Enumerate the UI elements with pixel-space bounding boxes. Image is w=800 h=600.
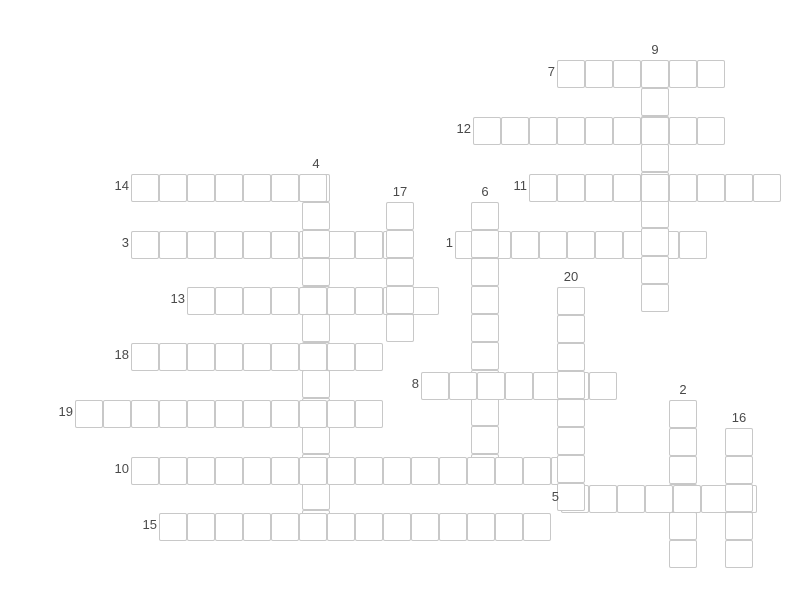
crossword-cell[interactable]: [557, 343, 585, 371]
crossword-cell[interactable]: [645, 485, 673, 513]
crossword-cell[interactable]: [187, 287, 215, 315]
crossword-cell[interactable]: [669, 540, 697, 568]
crossword-cell[interactable]: [215, 287, 243, 315]
crossword-cell[interactable]: [383, 513, 411, 541]
crossword-cell[interactable]: [187, 174, 215, 202]
crossword-cell[interactable]: [557, 287, 585, 315]
clue-number-6: 6: [481, 184, 489, 199]
crossword-cell[interactable]: [589, 372, 617, 400]
crossword-cell[interactable]: [585, 60, 613, 88]
crossword-cell[interactable]: [617, 485, 645, 513]
crossword-cell[interactable]: [355, 287, 383, 315]
crossword-cell[interactable]: [539, 231, 567, 259]
crossword-cell[interactable]: [511, 231, 539, 259]
crossword-cell[interactable]: [471, 230, 499, 258]
crossword-cell[interactable]: [471, 202, 499, 230]
crossword-cell[interactable]: [523, 457, 551, 485]
crossword-cell[interactable]: [187, 343, 215, 371]
crossword-cell[interactable]: [567, 231, 595, 259]
crossword-cell[interactable]: [159, 343, 187, 371]
crossword-cell[interactable]: [557, 174, 585, 202]
crossword-cell[interactable]: [302, 202, 330, 230]
clue-number-15: 15: [142, 517, 157, 532]
crossword-cell[interactable]: [386, 314, 414, 342]
crossword-cell[interactable]: [641, 200, 669, 228]
clue-number-4: 4: [312, 156, 320, 171]
crossword-cell[interactable]: [669, 117, 697, 145]
crossword-cell[interactable]: [243, 457, 271, 485]
crossword-cell[interactable]: [641, 88, 669, 116]
crossword-cell[interactable]: [159, 457, 187, 485]
crossword-cell[interactable]: [669, 174, 697, 202]
crossword-cell[interactable]: [271, 343, 299, 371]
crossword-cell[interactable]: [243, 400, 271, 428]
crossword-cell[interactable]: [355, 400, 383, 428]
clue-number-5: 5: [551, 489, 559, 504]
clue-number-12: 12: [456, 121, 471, 136]
crossword-cell[interactable]: [75, 400, 103, 428]
crossword-cell[interactable]: [386, 230, 414, 258]
crossword-cell[interactable]: [557, 60, 585, 88]
crossword-cell[interactable]: [299, 174, 327, 202]
crossword-cell[interactable]: [439, 457, 467, 485]
crossword-cell[interactable]: [641, 117, 669, 145]
crossword-cell[interactable]: [679, 231, 707, 259]
crossword-cell[interactable]: [529, 117, 557, 145]
clue-number-11: 11: [513, 178, 527, 193]
crossword-cell[interactable]: [613, 117, 641, 145]
crossword-cell[interactable]: [131, 400, 159, 428]
crossword-cell[interactable]: [215, 343, 243, 371]
crossword-cell[interactable]: [641, 256, 669, 284]
crossword-cell[interactable]: [669, 512, 697, 540]
crossword-cell[interactable]: [383, 457, 411, 485]
crossword-cell[interactable]: [386, 202, 414, 230]
crossword-cell[interactable]: [589, 485, 617, 513]
crossword-cell[interactable]: [697, 117, 725, 145]
crossword-cell[interactable]: [103, 400, 131, 428]
crossword-cell[interactable]: [215, 513, 243, 541]
crossword-cell[interactable]: [271, 287, 299, 315]
crossword-cell[interactable]: [669, 60, 697, 88]
crossword-cell[interactable]: [529, 174, 557, 202]
crossword-cell[interactable]: [159, 174, 187, 202]
crossword-cell[interactable]: [725, 428, 753, 456]
crossword-cell[interactable]: [669, 400, 697, 428]
crossword-cell[interactable]: [131, 457, 159, 485]
crossword-cell[interactable]: [243, 231, 271, 259]
crossword-cell[interactable]: [159, 400, 187, 428]
crossword-cell[interactable]: [523, 513, 551, 541]
crossword-cell[interactable]: [271, 231, 299, 259]
crossword-cell[interactable]: [641, 228, 669, 256]
crossword-cell[interactable]: [187, 457, 215, 485]
crossword-cell[interactable]: [327, 287, 355, 315]
crossword-cell[interactable]: [386, 258, 414, 286]
crossword-cell[interactable]: [302, 258, 330, 286]
crossword-cell[interactable]: [439, 513, 467, 541]
clue-number-7: 7: [547, 64, 555, 79]
crossword-cell[interactable]: [613, 174, 641, 202]
crossword-cell[interactable]: [327, 457, 355, 485]
crossword-cell[interactable]: [411, 513, 439, 541]
crossword-cell[interactable]: [557, 117, 585, 145]
crossword-cell[interactable]: [131, 174, 159, 202]
crossword-cell[interactable]: [697, 60, 725, 88]
crossword-cell[interactable]: [557, 315, 585, 343]
crossword-cell[interactable]: [327, 400, 355, 428]
clue-number-3: 3: [121, 235, 129, 250]
crossword-cell[interactable]: [271, 513, 299, 541]
crossword-cell[interactable]: [669, 428, 697, 456]
crossword-cell[interactable]: [327, 231, 355, 259]
crossword-cell[interactable]: [557, 399, 585, 427]
crossword-cell[interactable]: [641, 174, 669, 202]
crossword-cell[interactable]: [271, 457, 299, 485]
crossword-cell[interactable]: [557, 483, 585, 511]
clue-number-13: 13: [170, 291, 185, 306]
clue-number-18: 18: [114, 347, 129, 362]
crossword-cell[interactable]: [725, 456, 753, 484]
crossword-cell[interactable]: [187, 231, 215, 259]
crossword-cell[interactable]: [302, 482, 330, 510]
crossword-cell[interactable]: [159, 513, 187, 541]
clue-number-8: 8: [411, 376, 419, 391]
crossword-cell[interactable]: [641, 144, 669, 172]
crossword-cell[interactable]: [299, 400, 327, 428]
clue-number-20: 20: [563, 269, 579, 284]
crossword-cell[interactable]: [299, 287, 327, 315]
crossword-cell[interactable]: [673, 485, 701, 513]
clue-number-9: 9: [651, 42, 659, 57]
crossword-cell[interactable]: [471, 258, 499, 286]
crossword-cell[interactable]: [386, 286, 414, 314]
clue-number-10: 10: [114, 461, 129, 476]
crossword-cell[interactable]: [471, 426, 499, 454]
crossword-cell[interactable]: [753, 174, 781, 202]
crossword-cell[interactable]: [669, 456, 697, 484]
crossword-cell[interactable]: [595, 231, 623, 259]
crossword-cell[interactable]: [421, 372, 449, 400]
crossword-cell[interactable]: [302, 426, 330, 454]
crossword-cell[interactable]: [501, 117, 529, 145]
crossword-cell[interactable]: [557, 371, 585, 399]
crossword-cell[interactable]: [131, 343, 159, 371]
crossword-cell[interactable]: [725, 540, 753, 568]
crossword-cell[interactable]: [215, 174, 243, 202]
crossword-cell[interactable]: [725, 512, 753, 540]
crossword-cell[interactable]: [495, 457, 523, 485]
clue-number-14: 14: [114, 178, 129, 193]
crossword-cell[interactable]: [471, 286, 499, 314]
crossword-cell[interactable]: [613, 60, 641, 88]
crossword-cell[interactable]: [641, 60, 669, 88]
crossword-cell[interactable]: [271, 174, 299, 202]
crossword-cell[interactable]: [557, 427, 585, 455]
crossword-cell[interactable]: [243, 174, 271, 202]
clue-number-19: 19: [58, 404, 73, 419]
crossword-cell[interactable]: [355, 231, 383, 259]
crossword-cell[interactable]: [557, 455, 585, 483]
crossword-cell[interactable]: [159, 231, 187, 259]
crossword-cell[interactable]: [467, 513, 495, 541]
crossword-cell[interactable]: [187, 400, 215, 428]
clue-number-2: 2: [679, 382, 687, 397]
crossword-cell[interactable]: [505, 372, 533, 400]
crossword-cell[interactable]: [471, 398, 499, 426]
crossword-cell[interactable]: [467, 457, 495, 485]
crossword-cell[interactable]: [725, 484, 753, 512]
crossword-cell[interactable]: [327, 513, 355, 541]
crossword-cell[interactable]: [299, 457, 327, 485]
crossword-cell[interactable]: [327, 343, 355, 371]
crossword-cell[interactable]: [299, 343, 327, 371]
crossword-cell[interactable]: [355, 457, 383, 485]
crossword-cell[interactable]: [477, 372, 505, 400]
crossword-cell[interactable]: [411, 457, 439, 485]
crossword-cell[interactable]: [299, 513, 327, 541]
crossword-cell[interactable]: [725, 174, 753, 202]
crossword-cell[interactable]: [187, 513, 215, 541]
crossword-cell[interactable]: [585, 117, 613, 145]
clue-number-17: 17: [392, 184, 408, 199]
crossword-cell[interactable]: [471, 314, 499, 342]
clue-number-16: 16: [731, 410, 747, 425]
crossword-cell[interactable]: [697, 174, 725, 202]
crossword-cell[interactable]: [131, 231, 159, 259]
crossword-cell[interactable]: [585, 174, 613, 202]
crossword-cell[interactable]: [355, 343, 383, 371]
crossword-cell[interactable]: [243, 287, 271, 315]
crossword-cell[interactable]: [302, 370, 330, 398]
crossword-cell[interactable]: [243, 343, 271, 371]
crossword-cell[interactable]: [495, 513, 523, 541]
crossword-cell[interactable]: [215, 457, 243, 485]
crossword-cell[interactable]: [641, 284, 669, 312]
crossword-cell[interactable]: [449, 372, 477, 400]
crossword-cell[interactable]: [471, 342, 499, 370]
crossword-cell[interactable]: [302, 230, 330, 258]
crossword-cell[interactable]: [215, 231, 243, 259]
crossword-cell[interactable]: [411, 287, 439, 315]
clue-number-1: 1: [445, 235, 453, 250]
crossword-cell[interactable]: [302, 314, 330, 342]
crossword-cell[interactable]: [473, 117, 501, 145]
crossword-cell[interactable]: [271, 400, 299, 428]
crossword-cell[interactable]: [243, 513, 271, 541]
crossword-cell[interactable]: [355, 513, 383, 541]
crossword-cell[interactable]: [215, 400, 243, 428]
